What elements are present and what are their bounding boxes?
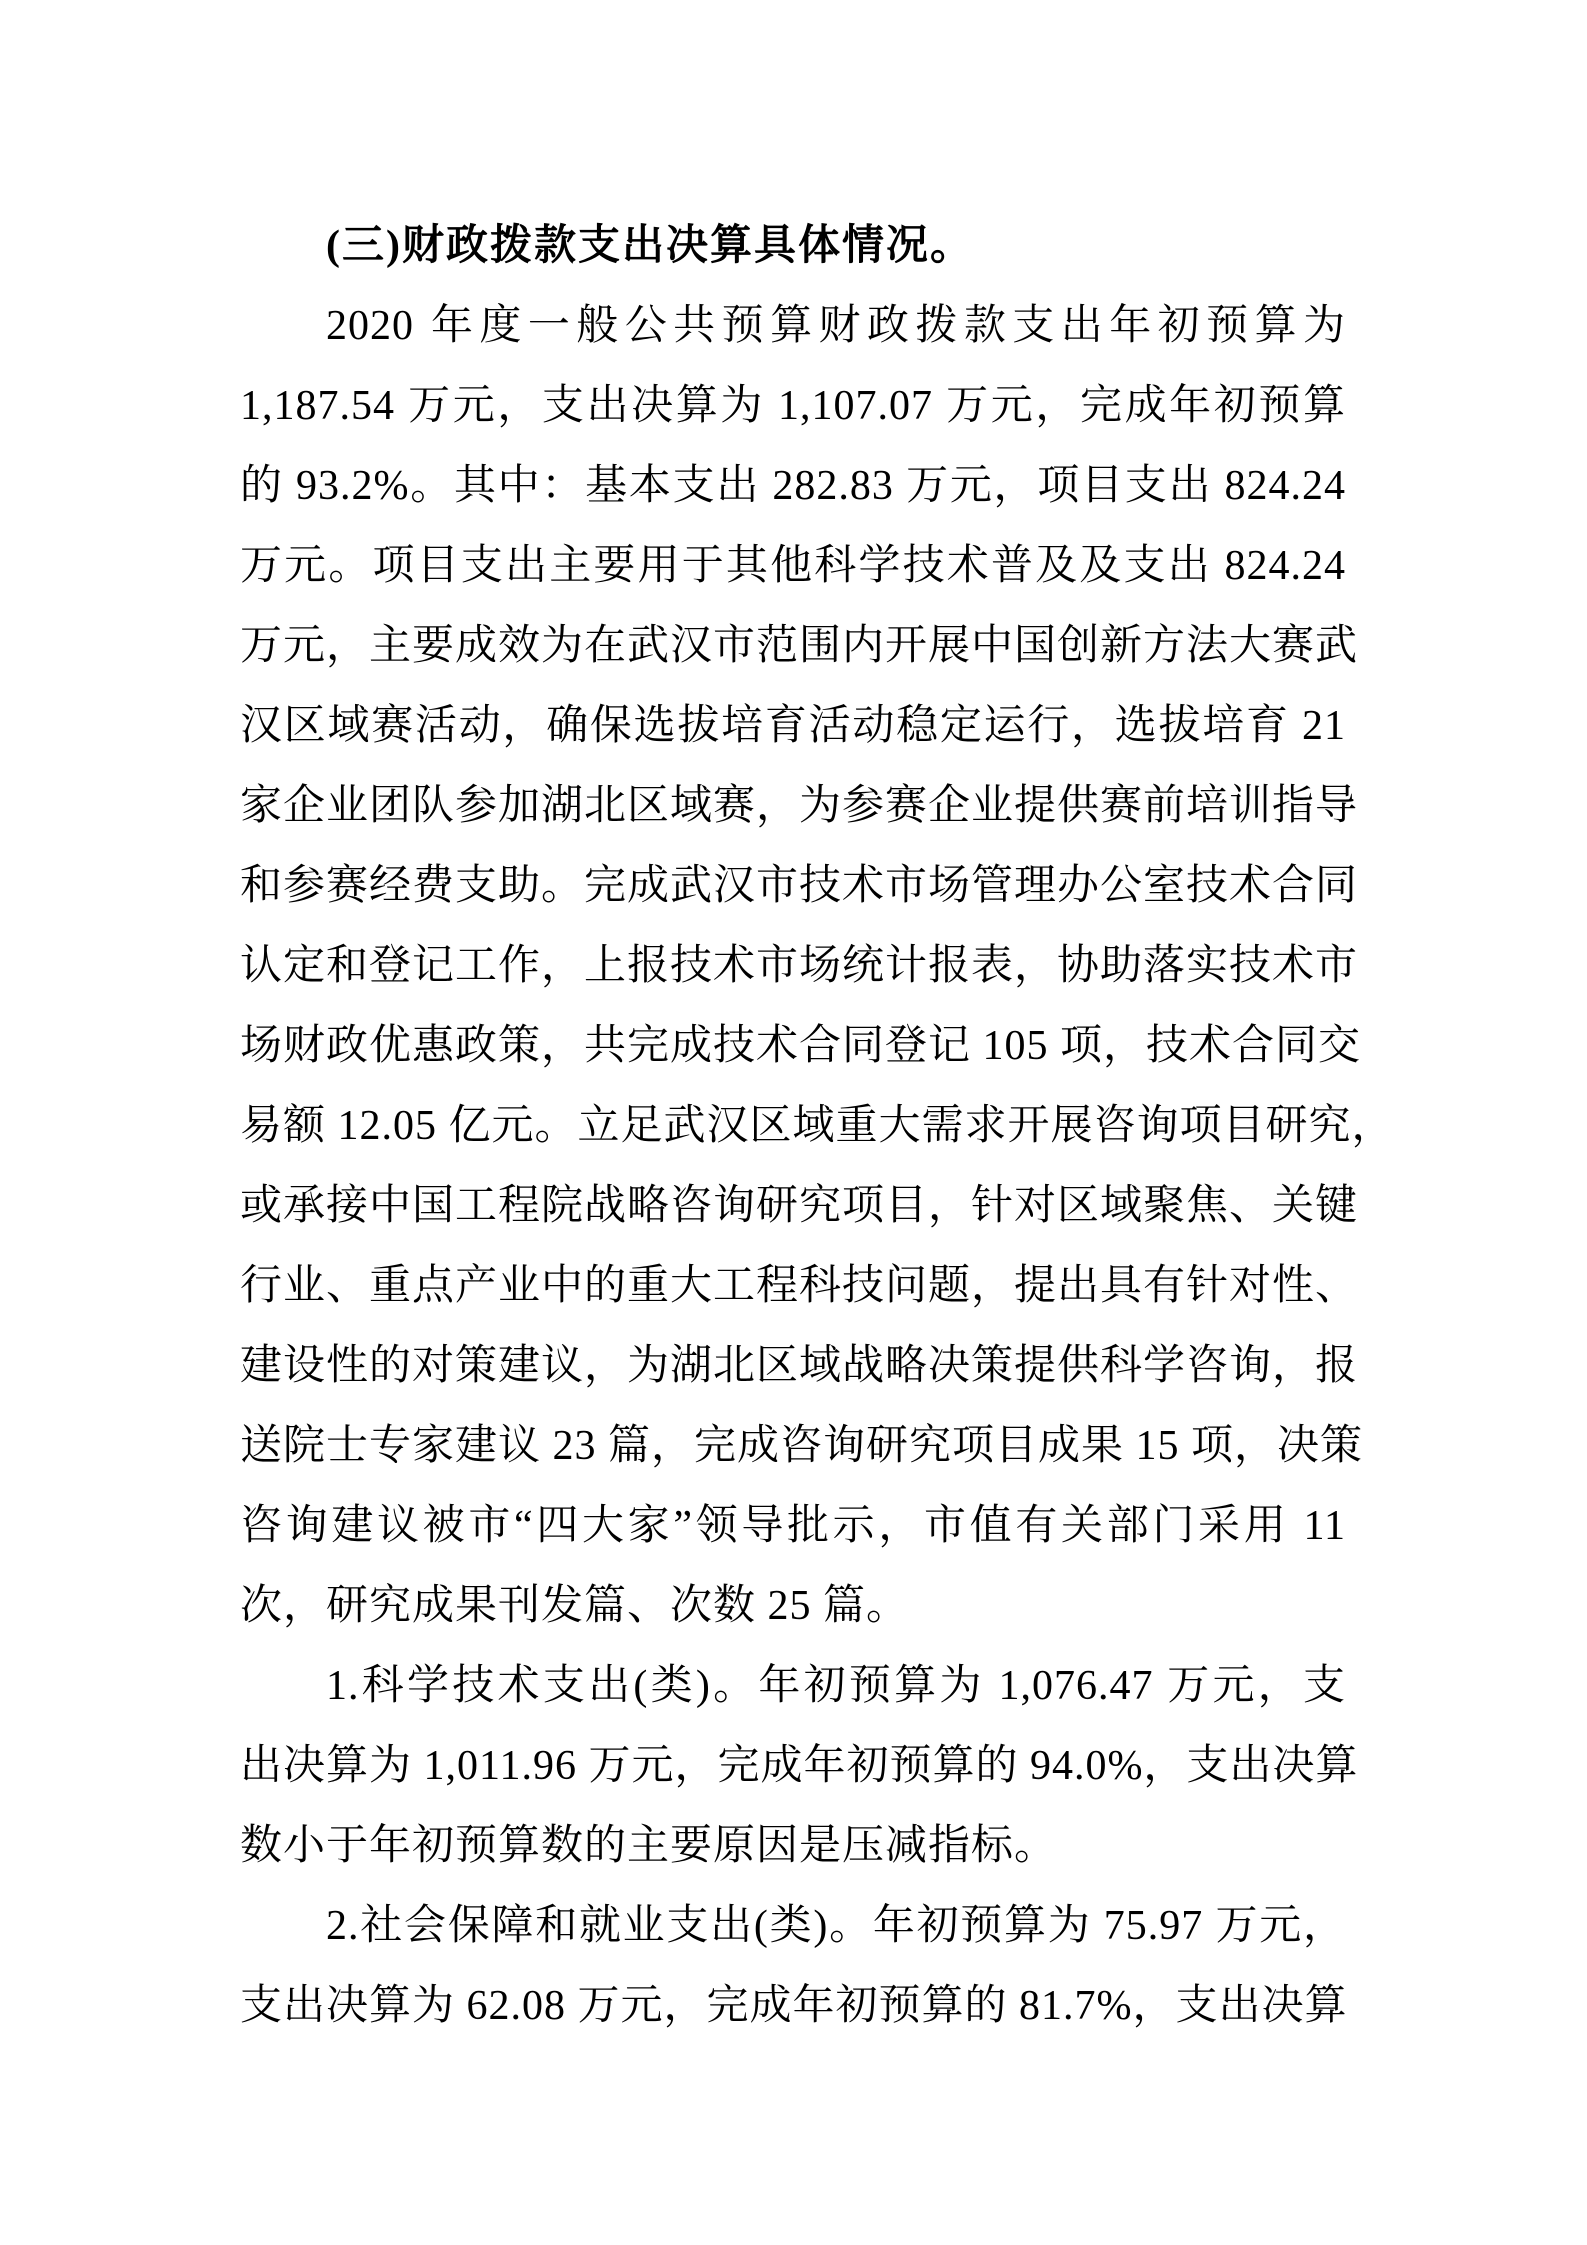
text-line: 的 93.2%。其中：基本支出 282.83 万元，项目支出 824.24 — [240, 463, 1346, 509]
text-line: 万元。项目支出主要用于其他科学技术普及及支出 824.24 — [240, 543, 1346, 589]
text-line: 或承接中国工程院战略咨询研究项目，针对区域聚焦、关键 — [240, 1183, 1359, 1229]
section-heading: (三)财政拨款支出决算具体情况。 — [326, 223, 974, 269]
text-line: 和参赛经费支助。完成武汉市技术市场管理办公室技术合同 — [240, 863, 1359, 909]
text-line: 场财政优惠政策，共完成技术合同登记 105 项，技术合同交 — [240, 1023, 1362, 1069]
text-line: 支出决算为 62.08 万元，完成年初预算的 81.7%，支出决算 — [240, 1983, 1348, 2029]
text-line: 2020 年度一般公共预算财政拨款支出年初预算为 — [326, 303, 1346, 349]
text-line: 2.社会保障和就业支出(类)。年初预算为 75.97 万元， — [326, 1903, 1346, 1949]
text-line: 家企业团队参加湖北区域赛，为参赛企业提供赛前培训指导 — [240, 783, 1359, 829]
text-line: 万元，主要成效为在武汉市范围内开展中国创新方法大赛武 — [240, 623, 1359, 669]
text-line: 行业、重点产业中的重大工程科技问题，提出具有针对性、 — [240, 1263, 1359, 1309]
text-line: 送院士专家建议 23 篇，完成咨询研究项目成果 15 项，决策 — [240, 1423, 1364, 1469]
text-line: 建设性的对策建议，为湖北区域战略决策提供科学咨询，报 — [240, 1343, 1359, 1389]
text-line: 数小于年初预算数的主要原因是压减指标。 — [240, 1823, 1058, 1869]
text-line: 咨询建议被市“四大家”领导批示，市值有关部门采用 11 — [240, 1503, 1346, 1549]
text-block — [240, 206, 1395, 2046]
text-line: 1,187.54 万元，支出决算为 1,107.07 万元，完成年初预算 — [240, 383, 1346, 429]
text-line: 易额 12.05 亿元。立足武汉区域重大需求开展咨询项目研究， — [240, 1103, 1395, 1149]
text-line: 1.科学技术支出(类)。年初预算为 1,076.47 万元，支 — [326, 1663, 1346, 1709]
text-line: 次，研究成果刊发篇、次数 25 篇。 — [240, 1583, 910, 1629]
text-line: 出决算为 1,011.96 万元，完成年初预算的 94.0%，支出决算 — [240, 1743, 1359, 1789]
text-line: 汉区域赛活动，确保选拔培育活动稳定运行，选拔培育 21 — [240, 703, 1346, 749]
text-line: 认定和登记工作，上报技术市场统计报表，协助落实技术市 — [240, 943, 1359, 989]
